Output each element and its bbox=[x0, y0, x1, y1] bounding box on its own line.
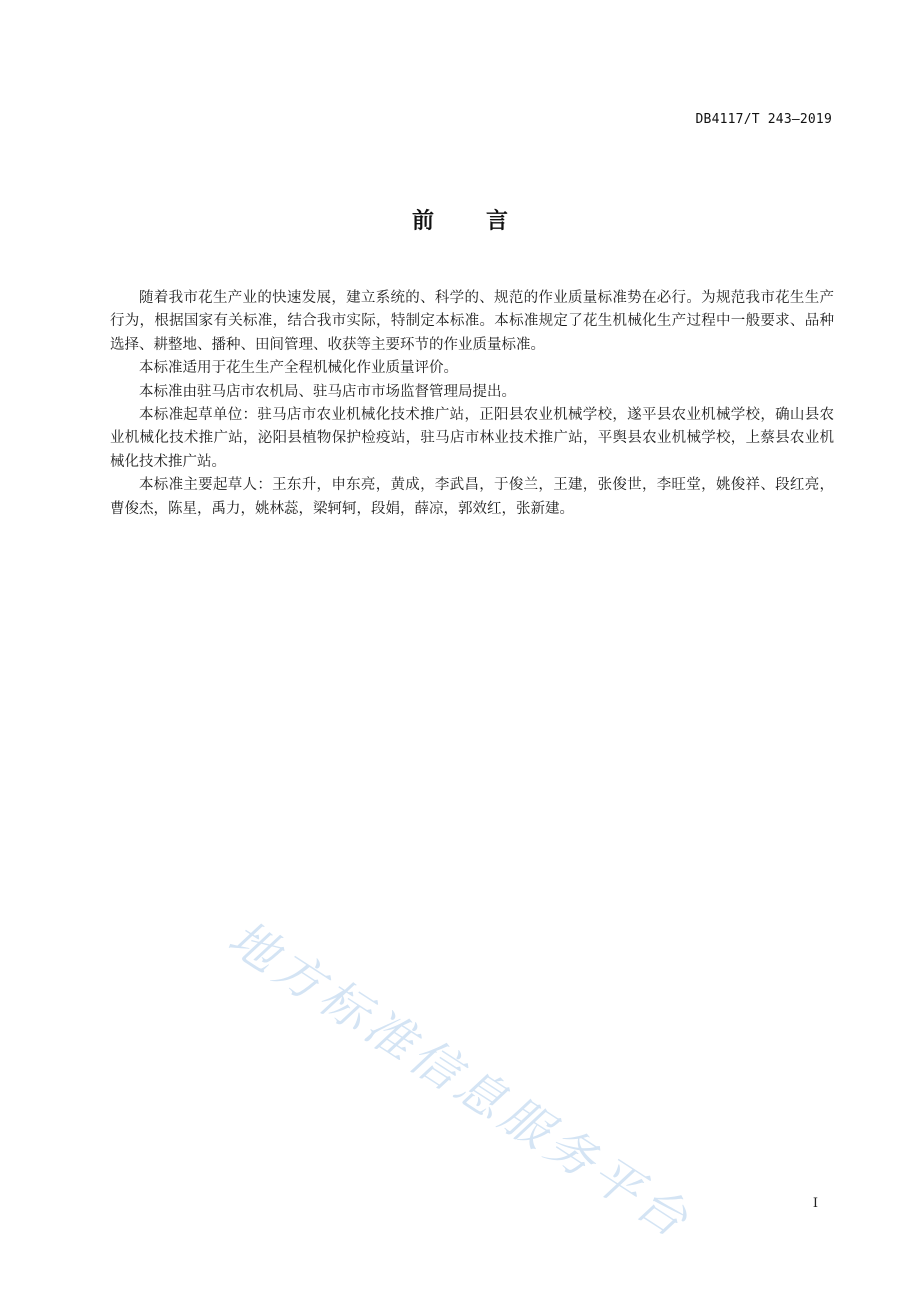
paragraph-scope: 本标准适用于花生生产全程机械化作业质量评价。 bbox=[139, 360, 458, 377]
paragraph-drafting-units: 本标准起草单位：驻马店市农业机械化技术推广站，正阳县农业机械学校，遂平县农业机械学校，确山县农业机械化技术推广站，泌阳县植物保护检疫站，驻马店市林业技术推广站，平舆县农业机械学校，上蔡县农业机械化技术推广站。 bbox=[110, 407, 834, 470]
paragraph-drafters: 本标准主要起草人：王东升，申东亮，黄成，李武昌，于俊兰，王建，张俊世，李旺堂，姚俊祥、段红亮，曹俊杰，陈星，禹力，姚林蕊，梁轲轲，段娟，薛凉，郭效红，张新建。 bbox=[110, 477, 834, 517]
foreword-body bbox=[110, 287, 834, 521]
title-char-1: 前 bbox=[411, 209, 434, 234]
title-char-2: 言 bbox=[486, 209, 509, 234]
paragraph-intro: 随着我市花生产业的快速发展，建立系统的、科学的、规范的作业质量标准势在必行。为规范我市花生生产行为，根据国家有关标准，结合我市实际，特制定本标准。本标准规定了花生机械化生产过程中一般要求、品种选择、耕整地、播种、田间管理、收获等主要环节的作业质量标准。 bbox=[110, 290, 834, 353]
page-title bbox=[0, 204, 920, 235]
watermark: 地方标准信息服务平台 bbox=[218, 909, 702, 1251]
paragraph-proposer: 本标准由驻马店市农机局、驻马店市市场监督管理局提出。 bbox=[139, 383, 516, 400]
document-code: DB4117/T 243—2019 bbox=[695, 112, 832, 127]
page-number: I bbox=[812, 1196, 818, 1211]
